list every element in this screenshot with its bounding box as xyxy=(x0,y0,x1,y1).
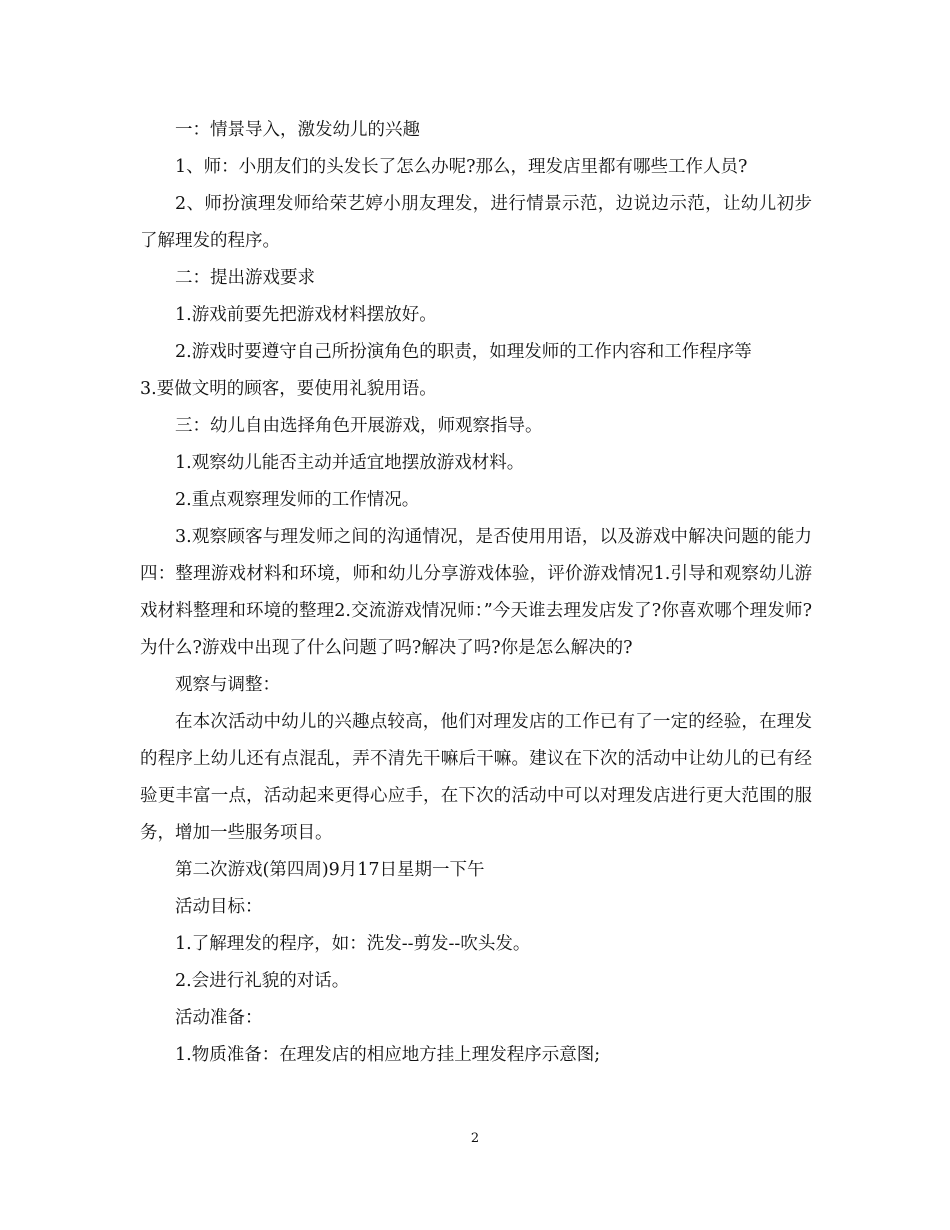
paragraph: 2、师扮演理发师给荣艺婷小朋友理发，进行情景示范，边说边示范，让幼儿初步了解理发的程序。 xyxy=(140,194,812,251)
paragraph: 1.观察幼儿能否主动并适宜地摆放游戏材料。 xyxy=(175,453,525,473)
section-heading-2: 二：提出游戏要求 xyxy=(175,268,315,288)
paragraph: 2.游戏时要遵守自己所扮演角色的职责，如理发师的工作内容和工作程序等 xyxy=(175,342,752,362)
paragraph: 1.了解理发的程序，如：洗发--剪发--吹头发。 xyxy=(175,934,531,954)
paragraph: 1、师：小朋友们的头发长了怎么办呢?那么，理发店里都有哪些工作人员? xyxy=(175,157,748,177)
activity-goals-heading: 活动目标： xyxy=(175,897,263,917)
paragraph: 3.要做文明的顾客，要使用礼貌用语。 xyxy=(140,379,437,399)
page-number: 2 xyxy=(470,1131,480,1146)
paragraph: 1.物质准备：在理发店的相应地方挂上理发程序示意图; xyxy=(175,1045,601,1065)
paragraph: 3.观察顾客与理发师之间的沟通情况，是否使用用语，以及游戏中解决问题的能力四：整理游戏材料和环境，师和幼儿分享游戏体验，评价游戏情况1.引导和观察幼儿游戏材料整理和环境的整理2.交流游戏情况师：”今天谁去理发店发了?你喜欢哪个理发师?为什么?游戏中出现了什么问题了吗?解决了吗?你是怎么解决的? xyxy=(140,527,812,658)
section-heading-1: 一：情景导入，激发幼儿的兴趣 xyxy=(175,120,420,140)
second-game-heading: 第二次游戏(第四周)9月17日星期一下午 xyxy=(175,860,485,880)
paragraph: 2.重点观察理发师的工作情况。 xyxy=(175,490,420,510)
document-body xyxy=(140,112,812,1074)
observation-heading: 观察与调整： xyxy=(175,675,280,695)
section-heading-3: 三：幼儿自由选择角色开展游戏，师观察指导。 xyxy=(175,416,543,436)
paragraph: 在本次活动中幼儿的兴趣点较高，他们对理发店的工作已有了一定的经验，在理发的程序上幼儿还有点混乱，弄不清先干嘛后干嘛。建议在下次的活动中让幼儿的已有经验更丰富一点，活动起来更得心应手，在下次的活动中可以对理发店进行更大范围的服务，增加一些服务项目。 xyxy=(140,712,812,843)
paragraph: 2.会进行礼貌的对话。 xyxy=(175,971,350,991)
activity-preparation-heading: 活动准备： xyxy=(175,1008,263,1028)
paragraph: 1.游戏前要先把游戏材料摆放好。 xyxy=(175,305,437,325)
